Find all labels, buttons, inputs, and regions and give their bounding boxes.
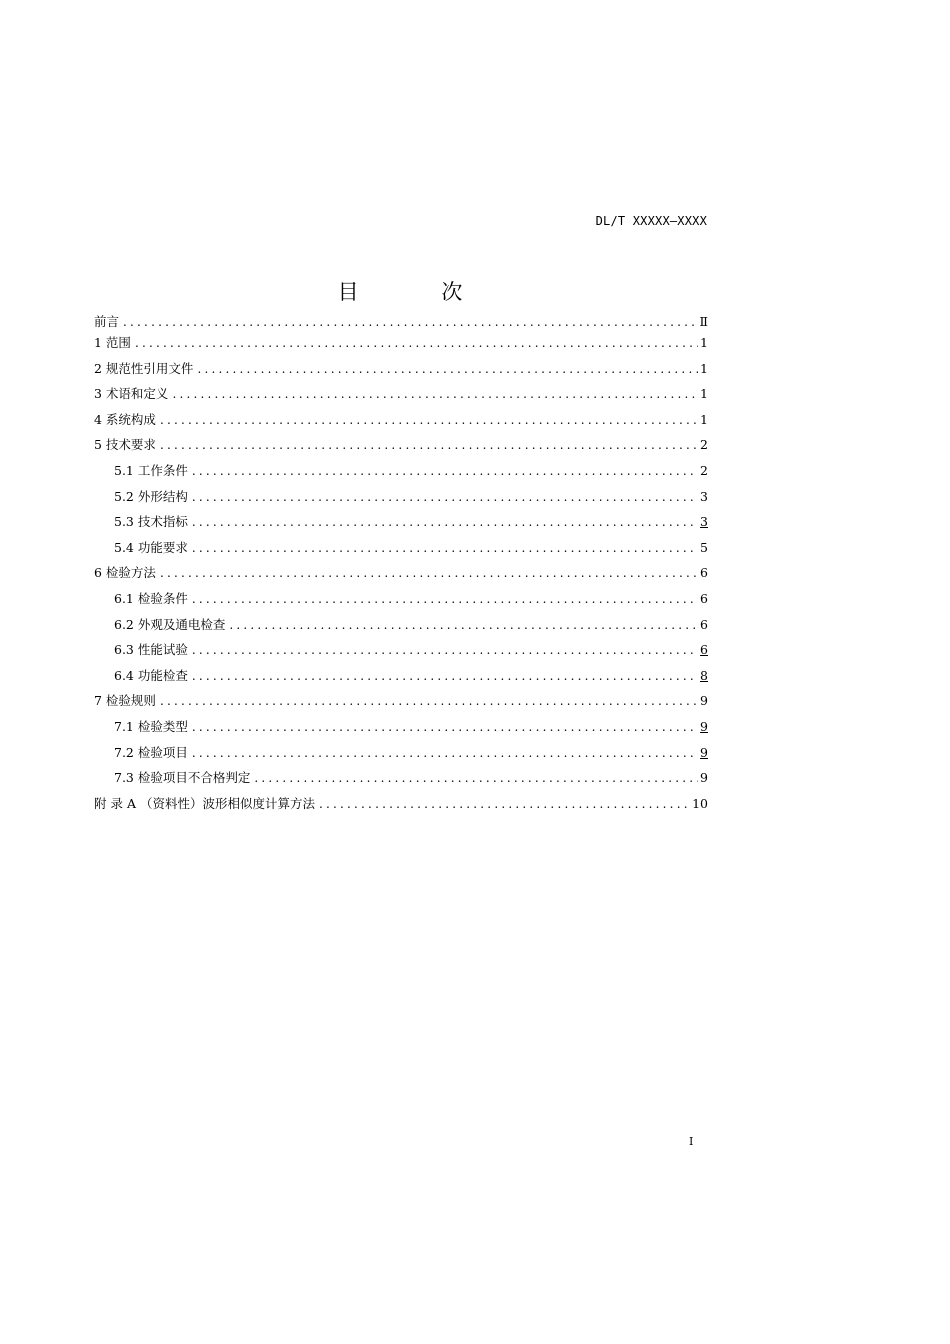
toc-entry-page: 5 <box>700 539 708 555</box>
toc-entry-label: 5 技术要求 <box>94 437 156 453</box>
toc-leader-dots <box>192 486 698 508</box>
toc-entry[interactable] <box>94 767 708 793</box>
toc-leader-dots <box>192 460 698 482</box>
toc-entry-page: 1 <box>700 386 708 402</box>
toc-entry-label: 前言 <box>94 314 120 329</box>
toc-entry-label: 6.3 性能试验 <box>114 642 188 658</box>
toc-entry-page: 1 <box>700 360 708 376</box>
toc-entry[interactable] <box>94 716 708 742</box>
toc-entry[interactable] <box>94 409 708 435</box>
toc-entry-label: 4 系统构成 <box>94 411 156 427</box>
toc-entry-label: 5.3 技术指标 <box>114 514 188 530</box>
toc-entry-page: 9 <box>700 693 708 709</box>
toc-entry[interactable] <box>94 511 708 537</box>
toc-entry-label: 7.1 检验类型 <box>114 718 188 734</box>
toc-entry[interactable] <box>94 311 708 332</box>
toc-entry-page: 1 <box>700 335 708 350</box>
toc-entry-label: 附 录 A （资料性）波形相似度计算方法 <box>94 795 315 811</box>
toc-entry-label: 6.4 功能检查 <box>114 667 188 683</box>
toc-leader-dots <box>319 793 690 815</box>
toc-entry[interactable] <box>94 639 708 665</box>
toc-entry-label: 3 术语和定义 <box>94 386 169 402</box>
toc-entry-page: 6 <box>700 642 708 658</box>
toc-entry-page: 2 <box>700 437 708 453</box>
toc-leader-dots <box>160 434 698 456</box>
toc-entry-label: 6.1 检验条件 <box>114 590 188 606</box>
toc-entry-page: 6 <box>700 616 708 632</box>
toc-entry-page: 2 <box>700 462 708 478</box>
document-code: DL/T XXXXX—XXXX <box>595 214 707 228</box>
toc-leader-dots <box>160 409 698 431</box>
toc-entry-page: 9 <box>700 770 708 786</box>
toc-entry-page: 1 <box>700 411 708 427</box>
toc-entry[interactable] <box>94 383 708 409</box>
toc-entry-page: 3 <box>700 488 708 504</box>
toc-entry[interactable] <box>94 358 708 384</box>
toc-leader-dots <box>197 358 698 380</box>
toc-entry[interactable] <box>94 614 708 640</box>
toc-entry-label: 1 范围 <box>94 335 131 350</box>
table-of-contents <box>94 311 708 818</box>
toc-entry-page: 10 <box>692 795 708 811</box>
toc-leader-dots <box>192 588 698 610</box>
toc-entry[interactable] <box>94 332 708 358</box>
toc-entry-page: Ⅱ <box>699 314 708 329</box>
toc-entry[interactable] <box>94 562 708 588</box>
toc-entry[interactable] <box>94 793 708 819</box>
toc-entry-label: 5.2 外形结构 <box>114 488 188 504</box>
toc-leader-dots <box>192 537 698 559</box>
toc-leader-dots <box>160 562 698 584</box>
toc-entry-page: 3 <box>700 514 708 530</box>
toc-leader-dots <box>192 511 698 533</box>
toc-entry-label: 6.2 外观及通电检查 <box>114 616 226 632</box>
toc-entry-page: 6 <box>700 565 708 581</box>
toc-leader-dots <box>135 332 698 354</box>
toc-leader-dots <box>192 742 698 764</box>
toc-entry[interactable] <box>94 434 708 460</box>
toc-entry[interactable] <box>94 537 708 563</box>
toc-entry[interactable] <box>94 460 708 486</box>
toc-leader-dots <box>254 767 698 789</box>
toc-entry-label: 5.4 功能要求 <box>114 539 188 555</box>
toc-leader-dots <box>160 690 698 712</box>
toc-leader-dots <box>172 383 698 405</box>
toc-entry[interactable] <box>94 588 708 614</box>
toc-leader-dots <box>123 311 697 333</box>
toc-entry-page: 6 <box>700 590 708 606</box>
toc-entry-label: 7 检验规则 <box>94 693 156 709</box>
toc-entry-label: 2 规范性引用文件 <box>94 360 194 376</box>
toc-entry-page: 8 <box>700 667 708 683</box>
toc-leader-dots <box>192 716 698 738</box>
toc-entry[interactable] <box>94 665 708 691</box>
toc-entry[interactable] <box>94 486 708 512</box>
toc-leader-dots <box>192 665 698 687</box>
toc-entry-page: 9 <box>700 744 708 760</box>
toc-entry-label: 7.2 检验项目 <box>114 744 188 760</box>
toc-leader-dots <box>192 639 698 661</box>
toc-leader-dots <box>229 614 698 636</box>
toc-entry-label: 7.3 检验项目不合格判定 <box>114 770 251 786</box>
toc-entry-page: 9 <box>700 718 708 734</box>
toc-title: 目 次 <box>337 280 501 304</box>
toc-entry-label: 6 检验方法 <box>94 565 156 581</box>
toc-entry-label: 5.1 工作条件 <box>114 462 188 478</box>
page-number: I <box>689 1135 694 1148</box>
toc-entry[interactable] <box>94 690 708 716</box>
toc-entry[interactable] <box>94 742 708 768</box>
